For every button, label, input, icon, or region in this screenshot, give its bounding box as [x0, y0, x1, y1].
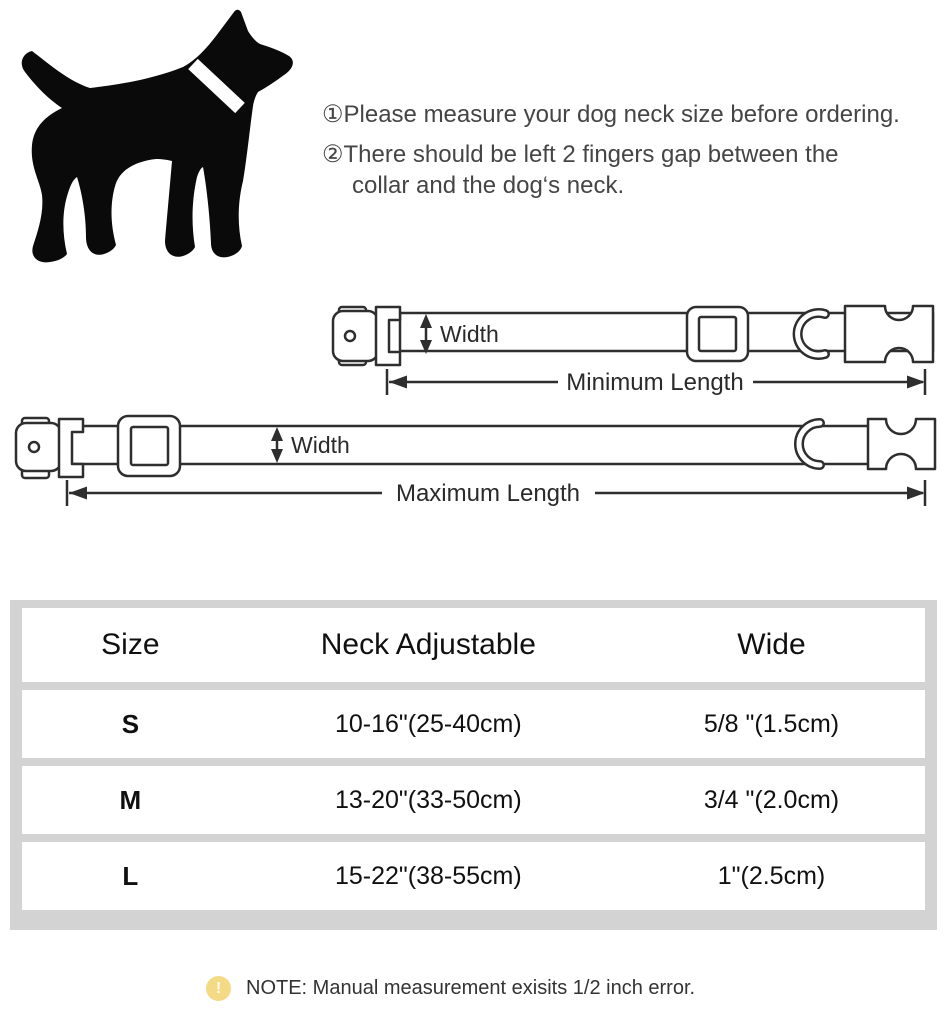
collar-strap — [67, 426, 877, 464]
note-text: NOTE: Manual measurement exisits 1/2 inch error. — [246, 977, 696, 999]
exclamation-icon: ! — [206, 976, 231, 1001]
note — [206, 976, 695, 1001]
size-value: M — [119, 784, 142, 815]
column-header-wide: Wide — [737, 628, 806, 661]
buckle-female-icon — [845, 306, 933, 362]
size-table — [10, 600, 937, 930]
width-label-max: Width — [291, 432, 350, 458]
max-length-label: Maximum Length — [395, 480, 581, 507]
buckle-female-icon — [868, 419, 935, 469]
neck-value: 15-22"(38-55cm) — [334, 861, 522, 890]
collar-diagram-maximum — [10, 406, 940, 513]
instruction-line-2: ②There should be left 2 fingers gap between the — [322, 141, 839, 168]
collar-diagram-minimum — [325, 298, 947, 405]
buckle-male-icon — [16, 418, 83, 478]
width-label-min: Width — [440, 321, 499, 347]
column-header-neck-adjustable: Neck Adjustable — [320, 628, 536, 661]
neck-value: 10-16"(25-40cm) — [334, 709, 522, 738]
neck-value: 13-20"(33-50cm) — [334, 785, 522, 814]
table-row-m — [22, 766, 925, 834]
measuring-instructions — [322, 99, 947, 201]
size-value: L — [122, 860, 139, 891]
instruction-line-3: collar and the dog‘s neck. — [352, 172, 625, 199]
column-header-size: Size — [101, 628, 160, 661]
size-table-header-row — [22, 608, 925, 682]
table-row-l — [22, 842, 925, 910]
size-value: S — [121, 708, 140, 739]
dog-silhouette-icon — [10, 5, 300, 267]
slider-icon — [118, 416, 180, 476]
wide-value: 5/8 "(1.5cm) — [703, 709, 840, 738]
wide-value: 3/4 "(2.0cm) — [703, 785, 840, 814]
slider-icon — [687, 307, 748, 361]
buckle-male-icon — [333, 307, 400, 365]
wide-value: 1"(2.5cm) — [717, 861, 826, 890]
min-length-label: Minimum Length — [566, 369, 744, 396]
table-row-s — [22, 690, 925, 758]
instruction-line-1: ①Please measure your dog neck size before ordering. — [322, 101, 900, 128]
